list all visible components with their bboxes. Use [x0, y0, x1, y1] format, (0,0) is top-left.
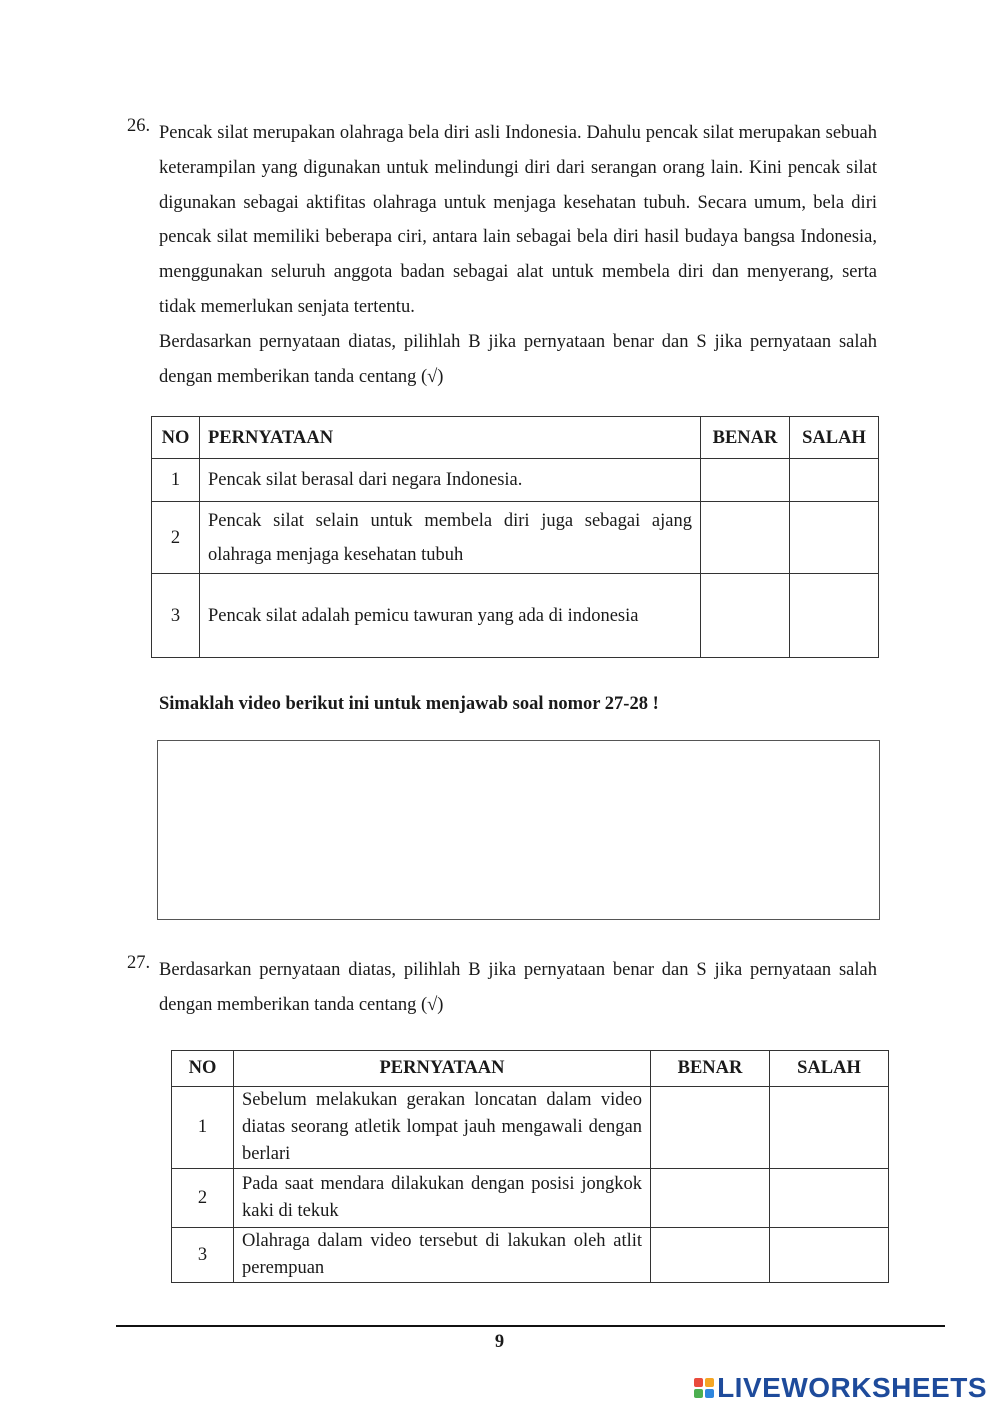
header-pernyataan: PERNYATAAN	[234, 1051, 651, 1087]
table-row	[172, 1087, 889, 1169]
question-26-paragraph: Pencak silat merupakan olahraga bela diri asli Indonesia. Dahulu pencak silat merupakan sebuah keterampilan yang digunakan untuk melindungi diri dari serangan orang lain. Kini pencak silat digunakan sebagai aktifitas olahraga untuk menjaga kesehatan tubuh. Secara umum, bela diri pencak silat memiliki beberapa ciri, antara lain sebagai bela diri hasil budaya bangsa Indonesia, menggunakan seluruh anggota badan sebagai alat untuk membela diri dan menyerang, serta tidak memerlukan senjata tertentu.	[159, 123, 877, 317]
table-row	[172, 1169, 889, 1228]
row-statement: Olahraga dalam video tersebut di lakukan oleh atlit perempuan	[234, 1228, 651, 1283]
header-benar: BENAR	[701, 417, 790, 459]
page-number: 9	[494, 1332, 505, 1352]
logo-text: LIVEWORKSHEETS	[717, 1372, 987, 1403]
table-row	[172, 1228, 889, 1283]
question-27-number: 27.	[127, 953, 151, 973]
question-26-instruction: Berdasarkan pernyataan diatas, pilihlah B jika pernyataan benar dan S jika pernyataan salah dengan memberikan tanda centang (√)	[159, 332, 877, 387]
table-header-row	[172, 1051, 889, 1087]
table-row	[152, 574, 879, 658]
row-no: 1	[172, 1087, 234, 1169]
salah-cell[interactable]	[790, 459, 879, 502]
header-no: NO	[172, 1051, 234, 1087]
table-header-row	[152, 417, 879, 459]
row-no: 1	[152, 459, 200, 502]
salah-cell[interactable]	[790, 502, 879, 574]
header-pernyataan: PERNYATAAN	[200, 417, 701, 459]
video-instruction: Simaklah video berikut ini untuk menjawab soal nomor 27-28 !	[159, 694, 659, 714]
benar-cell[interactable]	[651, 1087, 770, 1169]
question-27-instruction: Berdasarkan pernyataan diatas, pilihlah B jika pernyataan benar dan S jika pernyataan salah dengan memberikan tanda centang (√)	[159, 960, 877, 1015]
liveworksheets-logo	[694, 1372, 987, 1404]
table-row	[152, 459, 879, 502]
row-statement: Pencak silat selain untuk membela diri juga sebagai ajang olahraga menjaga kesehatan tubuh	[200, 502, 701, 574]
row-statement: Pencak silat berasal dari negara Indonesia.	[200, 459, 701, 502]
row-no: 2	[172, 1169, 234, 1228]
header-no: NO	[152, 417, 200, 459]
salah-cell[interactable]	[770, 1169, 889, 1228]
salah-cell[interactable]	[770, 1087, 889, 1169]
question-26-table	[151, 416, 879, 658]
benar-cell[interactable]	[651, 1169, 770, 1228]
salah-cell[interactable]	[770, 1228, 889, 1283]
header-benar: BENAR	[651, 1051, 770, 1087]
row-statement: Pencak silat adalah pemicu tawuran yang ada di indonesia	[200, 574, 701, 658]
logo-mark-icon	[694, 1378, 714, 1398]
salah-cell[interactable]	[790, 574, 879, 658]
header-salah: SALAH	[770, 1051, 889, 1087]
question-27-table	[171, 1050, 889, 1283]
row-statement: Pada saat mendara dilakukan dengan posisi jongkok kaki di tekuk	[234, 1169, 651, 1228]
benar-cell[interactable]	[651, 1228, 770, 1283]
question-26-number: 26.	[127, 116, 151, 136]
video-placeholder[interactable]	[157, 740, 880, 920]
row-no: 2	[152, 502, 200, 574]
table-row	[152, 502, 879, 574]
row-no: 3	[172, 1228, 234, 1283]
benar-cell[interactable]	[701, 574, 790, 658]
benar-cell[interactable]	[701, 459, 790, 502]
footer-divider	[116, 1325, 945, 1327]
benar-cell[interactable]	[701, 502, 790, 574]
header-salah: SALAH	[790, 417, 879, 459]
row-no: 3	[152, 574, 200, 658]
row-statement: Sebelum melakukan gerakan loncatan dalam video diatas seorang atletik lompat jauh mengawali dengan berlari	[234, 1087, 651, 1169]
